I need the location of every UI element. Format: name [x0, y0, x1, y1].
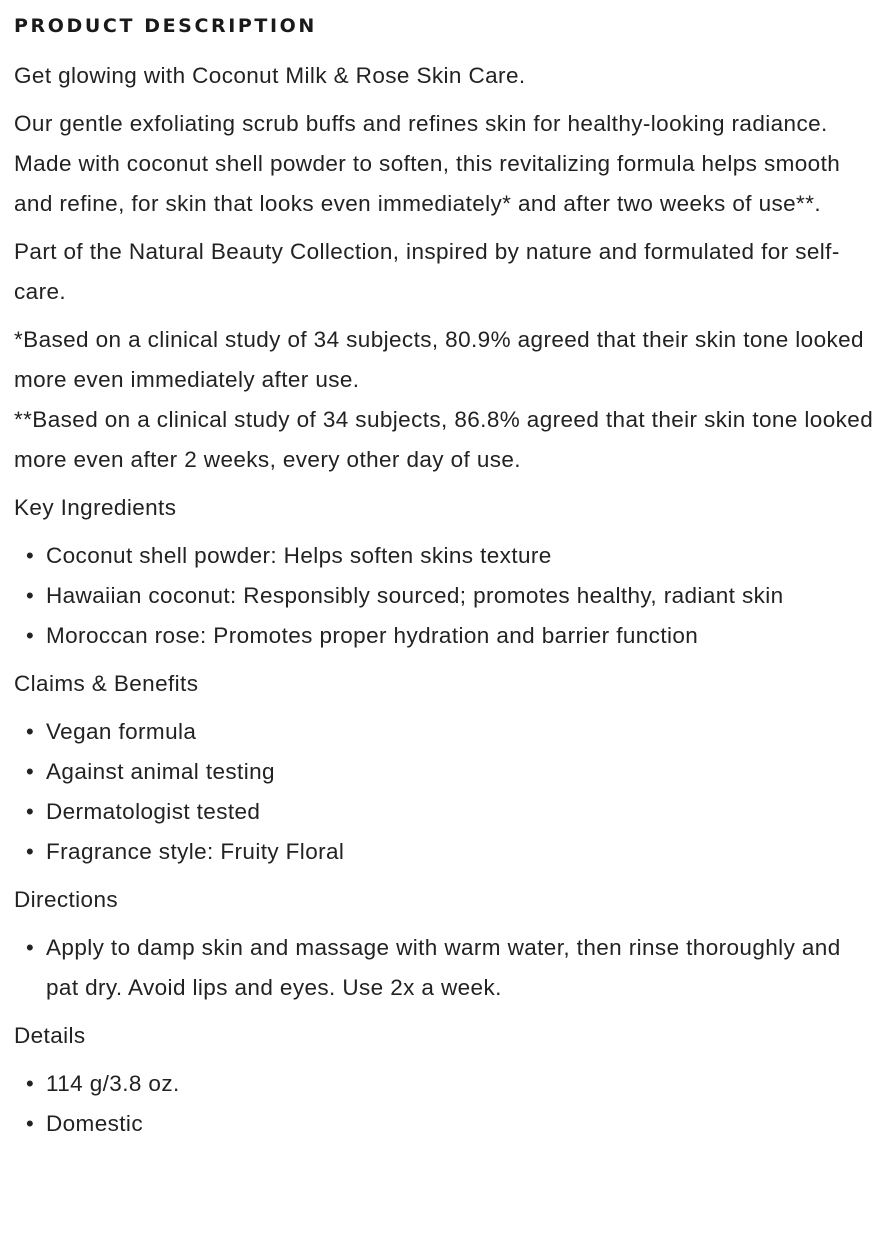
list-item-text: Moroccan rose: Promotes proper hydration and barrier function	[46, 623, 699, 648]
list-item-text: Apply to damp skin and massage with warm water, then rinse thoroughly and pat dry. Avoid lips and eyes. Use 2x a week.	[46, 935, 841, 1000]
description-text: Our gentle exfoliating scrub buffs and refines skin for healthy-looking radiance. Made with coconut shell powder to soften, this revitalizing formula helps smooth and refine, for skin that looks even immediately* and after two weeks of use**.	[14, 111, 841, 216]
claims-list	[14, 712, 876, 872]
footnote-1: *Based on a clinical study of 34 subjects, 80.9% agreed that their skin tone looked more even immediately after use.	[14, 327, 864, 392]
collection-text: Part of the Natural Beauty Collection, inspired by nature and formulated for self-care.	[14, 239, 840, 304]
list-item-text: Coconut shell powder: Helps soften skins texture	[46, 543, 552, 568]
bullet-icon: •	[26, 543, 35, 568]
list-item-text: Vegan formula	[46, 719, 197, 744]
list-item-text: 114 g/3.8 oz.	[46, 1071, 180, 1096]
list-item-text: Fragrance style: Fruity Floral	[46, 839, 345, 864]
list-item	[14, 928, 876, 1008]
list-item-text: Against animal testing	[46, 759, 275, 784]
bullet-icon: •	[26, 935, 35, 960]
section-heading: PRODUCT DESCRIPTION	[14, 15, 317, 37]
bullet-icon: •	[26, 799, 35, 824]
list-item	[14, 616, 876, 656]
footnote-2: **Based on a clinical study of 34 subjects, 86.8% agreed that their skin tone looked more even after 2 weeks, every other day of use.	[14, 407, 874, 472]
directions-list	[14, 928, 876, 1008]
list-item	[14, 792, 876, 832]
list-item	[14, 576, 876, 616]
list-item	[14, 752, 876, 792]
list-item-text: Domestic	[46, 1111, 143, 1136]
intro-text: Get glowing with Coconut Milk & Rose Skin Care.	[14, 63, 526, 88]
list-item-text: Dermatologist tested	[46, 799, 261, 824]
bullet-icon: •	[26, 623, 35, 648]
bullet-icon: •	[26, 759, 35, 784]
directions-title: Directions	[14, 887, 119, 912]
bullet-icon: •	[26, 839, 35, 864]
details-title: Details	[14, 1023, 86, 1048]
bullet-icon: •	[26, 719, 35, 744]
list-item	[14, 712, 876, 752]
bullet-icon: •	[26, 583, 35, 608]
list-item	[14, 1064, 876, 1104]
bullet-icon: •	[26, 1111, 35, 1136]
key-ingredients-title: Key Ingredients	[14, 495, 177, 520]
list-item-text: Hawaiian coconut: Responsibly sourced; promotes healthy, radiant skin	[46, 583, 784, 608]
claims-title: Claims & Benefits	[14, 671, 199, 696]
list-item	[14, 536, 876, 576]
bullet-icon: •	[26, 1071, 35, 1096]
list-item	[14, 1104, 876, 1144]
list-item	[14, 832, 876, 872]
key-ingredients-list	[14, 536, 876, 656]
details-list	[14, 1064, 876, 1144]
